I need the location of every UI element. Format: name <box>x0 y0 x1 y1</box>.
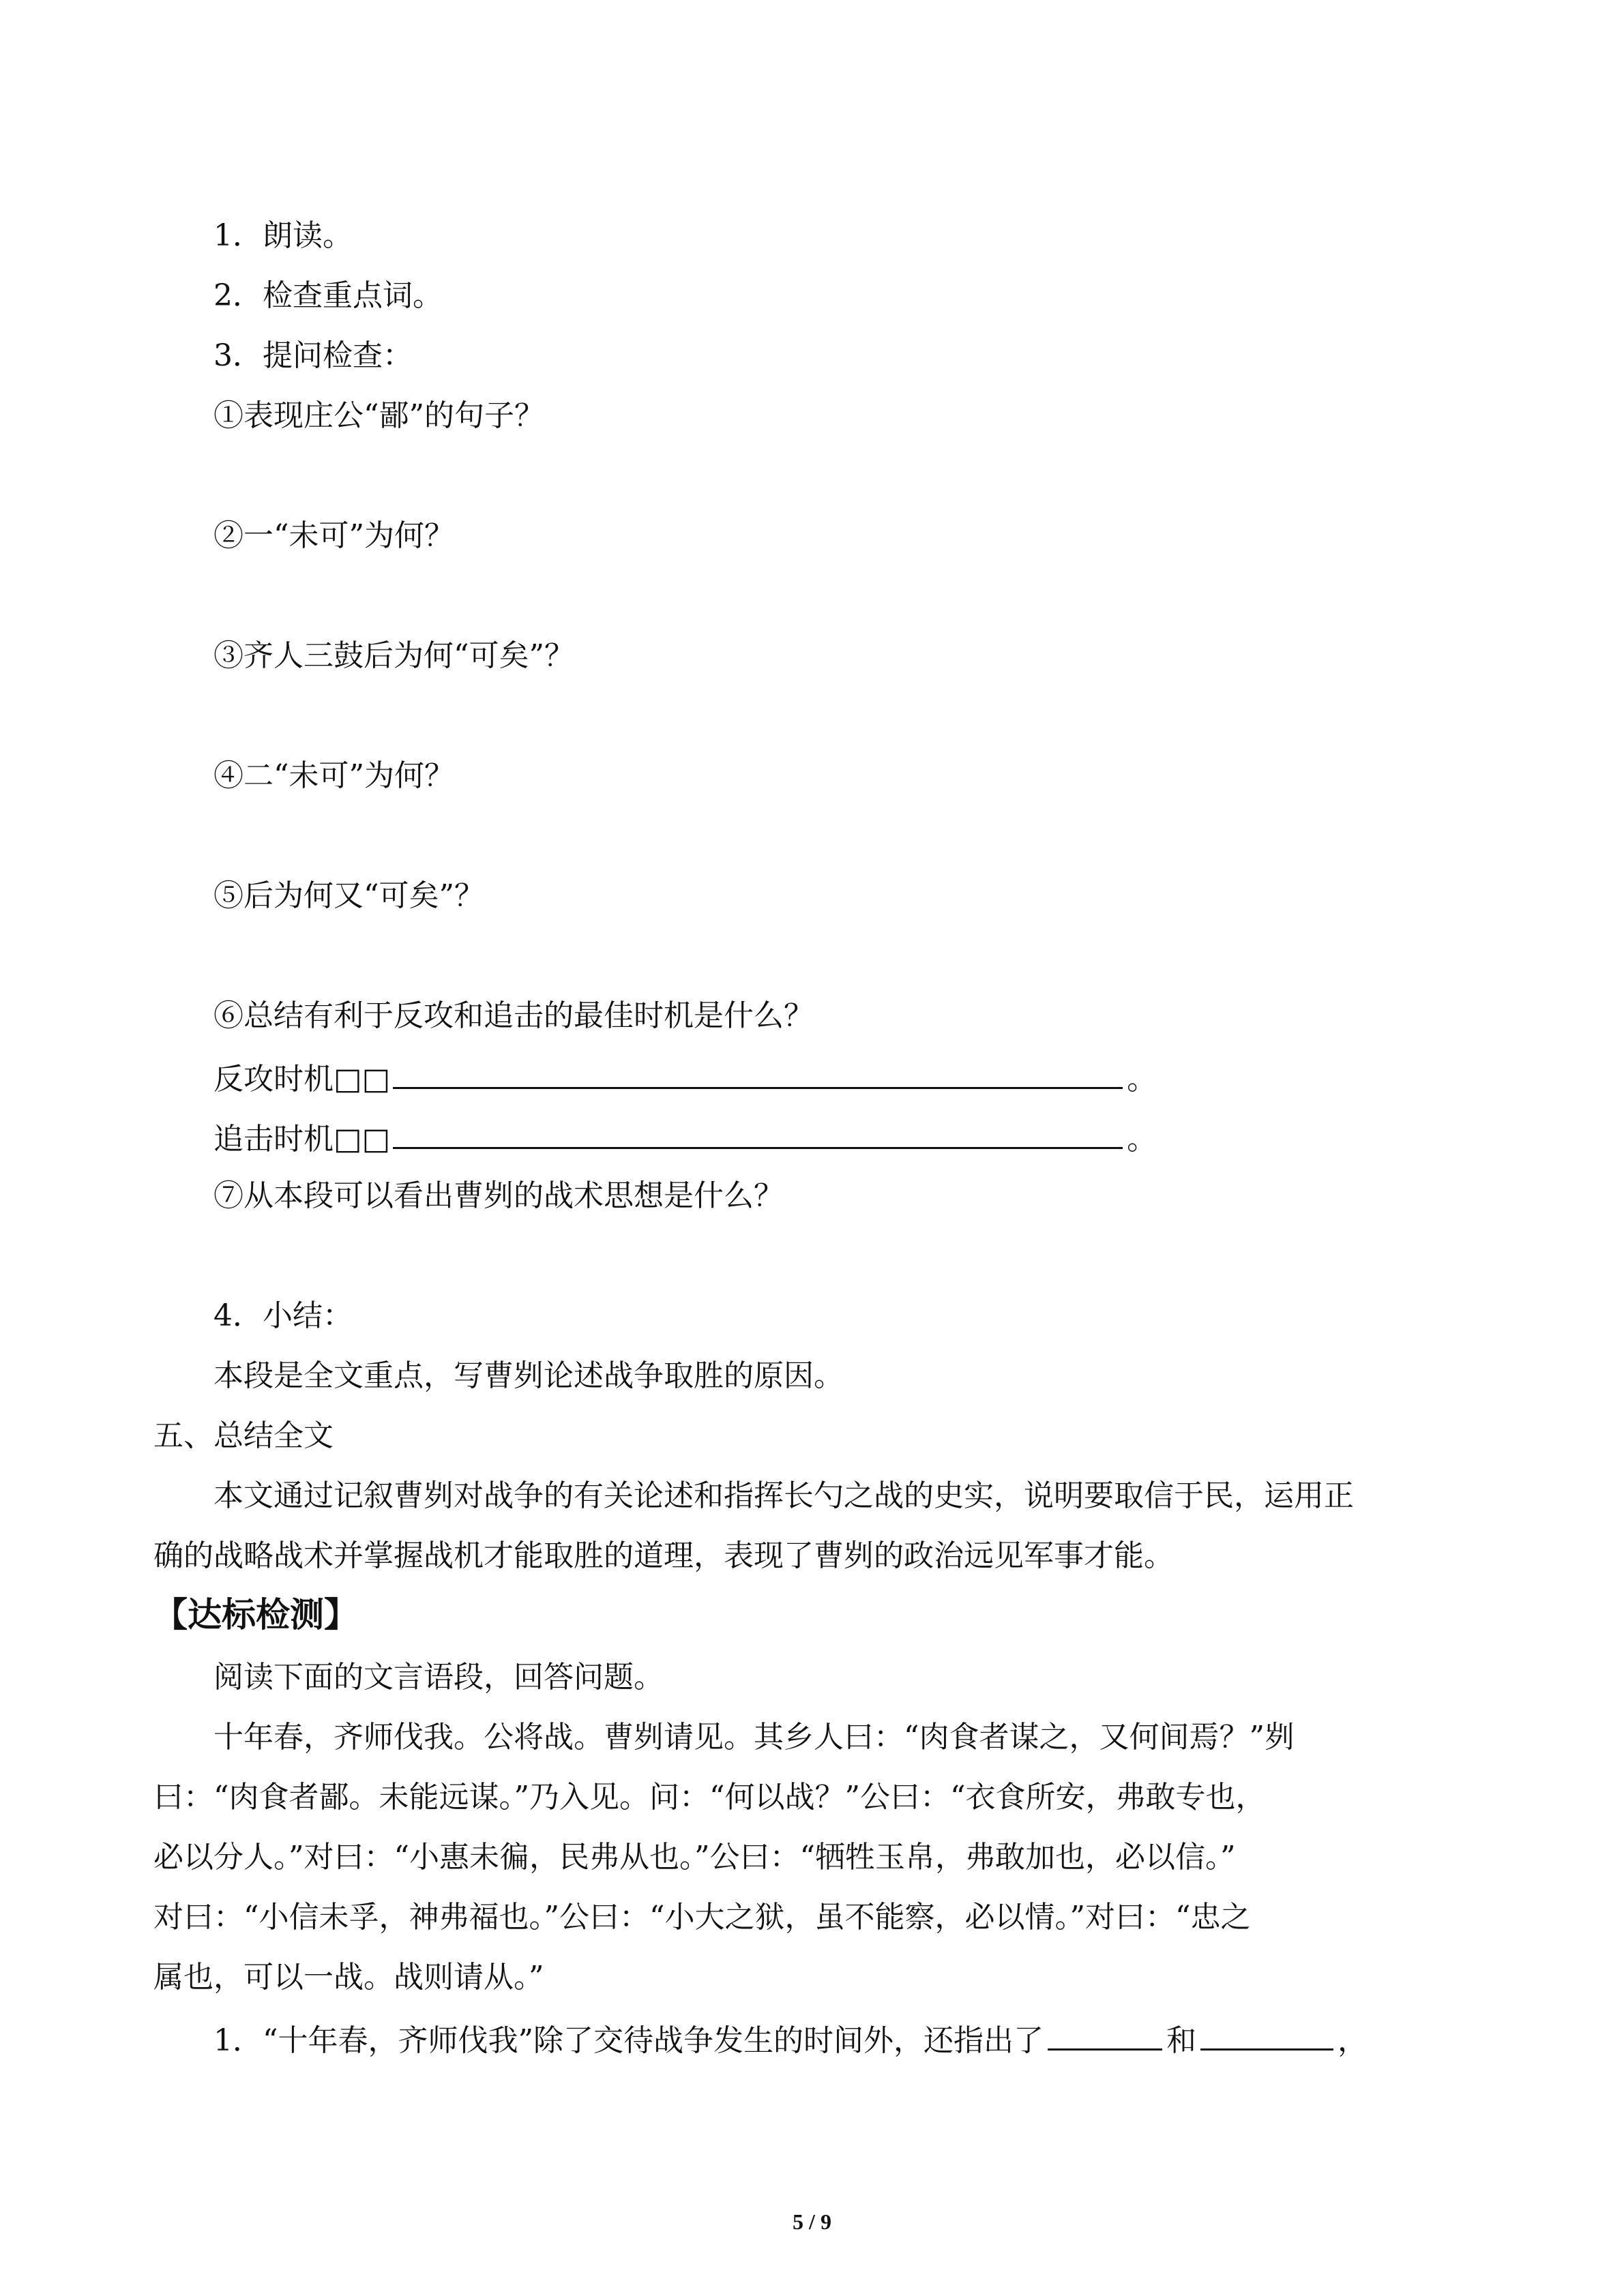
step-1-read: 1．朗读。 <box>213 218 353 253</box>
test-question-1-and: 和 <box>1166 2023 1196 2058</box>
reading-instruction: 阅读下面的文言语段，回答问题。 <box>213 1660 664 1695</box>
test-heading: 【达标检测】 <box>153 1594 358 1635</box>
test-question-1-comma: ， <box>1337 2023 1368 2058</box>
step-2-check-words: 2．检查重点词。 <box>213 278 443 313</box>
conclusion-line-1: 本文通过记叙曹刿对战争的有关论述和指挥长勺之战的史实，说明要取信于民，运用正 <box>213 1478 1354 1513</box>
question-3: ③齐人三鼓后为何“可矣”？ <box>213 638 574 673</box>
question-7: ⑦从本段可以看出曹刿的战术思想是什么？ <box>213 1178 784 1213</box>
conclusion-line-2: 确的战略战术并掌握战机才能取胜的道理，表现了曹刿的政治远见军事才能。 <box>153 1538 1174 1573</box>
counterattack-blank[interactable] <box>393 1057 1123 1089</box>
passage-line-2: 曰：“肉食者鄙。未能远谋。”乃入见。问：“何以战？”公曰：“衣食所安，弗敢专也， <box>153 1780 1266 1815</box>
section-5-heading: 五、总结全文 <box>153 1418 334 1453</box>
question-1: ①表现庄公“鄙”的句子？ <box>213 398 544 433</box>
passage-line-3: 必以分人。”对曰：“小惠未徧，民弗从也。”公曰：“牺牲玉帛，弗敢加也，必以信。” <box>153 1840 1236 1875</box>
passage-line-4: 对曰：“小信未孚，神弗福也。”公曰：“小大之狱，虽不能察，必以情。”对曰：“忠之 <box>153 1900 1251 1935</box>
question-2: ②一“未可”为何？ <box>213 518 454 553</box>
fill-counterattack-label: 反攻时机□□ <box>213 1062 391 1097</box>
passage-line-1: 十年春，齐师伐我。公将战。曹刿请见。其乡人曰：“肉食者谋之，又何间焉？”刿 <box>213 1720 1295 1755</box>
pursuit-blank[interactable] <box>393 1117 1123 1149</box>
question-4: ④二“未可”为何？ <box>213 758 454 793</box>
answer-blank-1[interactable] <box>1048 2018 1162 2051</box>
question-5: ⑤后为何又“可矣”？ <box>213 878 484 913</box>
fill-pursuit-row <box>213 1117 1157 1159</box>
test-question-1 <box>213 2018 1368 2060</box>
page-number: 5 / 9 <box>793 2209 831 2234</box>
fill-counterattack-end: 。 <box>1127 1062 1157 1097</box>
fill-pursuit-end: 。 <box>1127 1122 1157 1157</box>
question-6: ⑥总结有利于反攻和追击的最佳时机是什么？ <box>213 998 814 1033</box>
passage-line-5: 属也，可以一战。战则请从。” <box>153 1960 544 1995</box>
step-3-questions: 3．提问检查： <box>213 338 413 373</box>
summary-text: 本段是全文重点，写曹刿论述战争取胜的原因。 <box>213 1358 844 1393</box>
fill-pursuit-label: 追击时机□□ <box>213 1122 391 1157</box>
test-question-1-text: 1．“十年春，齐师伐我”除了交待战争发生的时间外，还指出了 <box>213 2023 1044 2058</box>
fill-counterattack-row <box>213 1057 1157 1099</box>
step-4-summary: 4．小结： <box>213 1298 353 1333</box>
answer-blank-2[interactable] <box>1200 2018 1333 2051</box>
